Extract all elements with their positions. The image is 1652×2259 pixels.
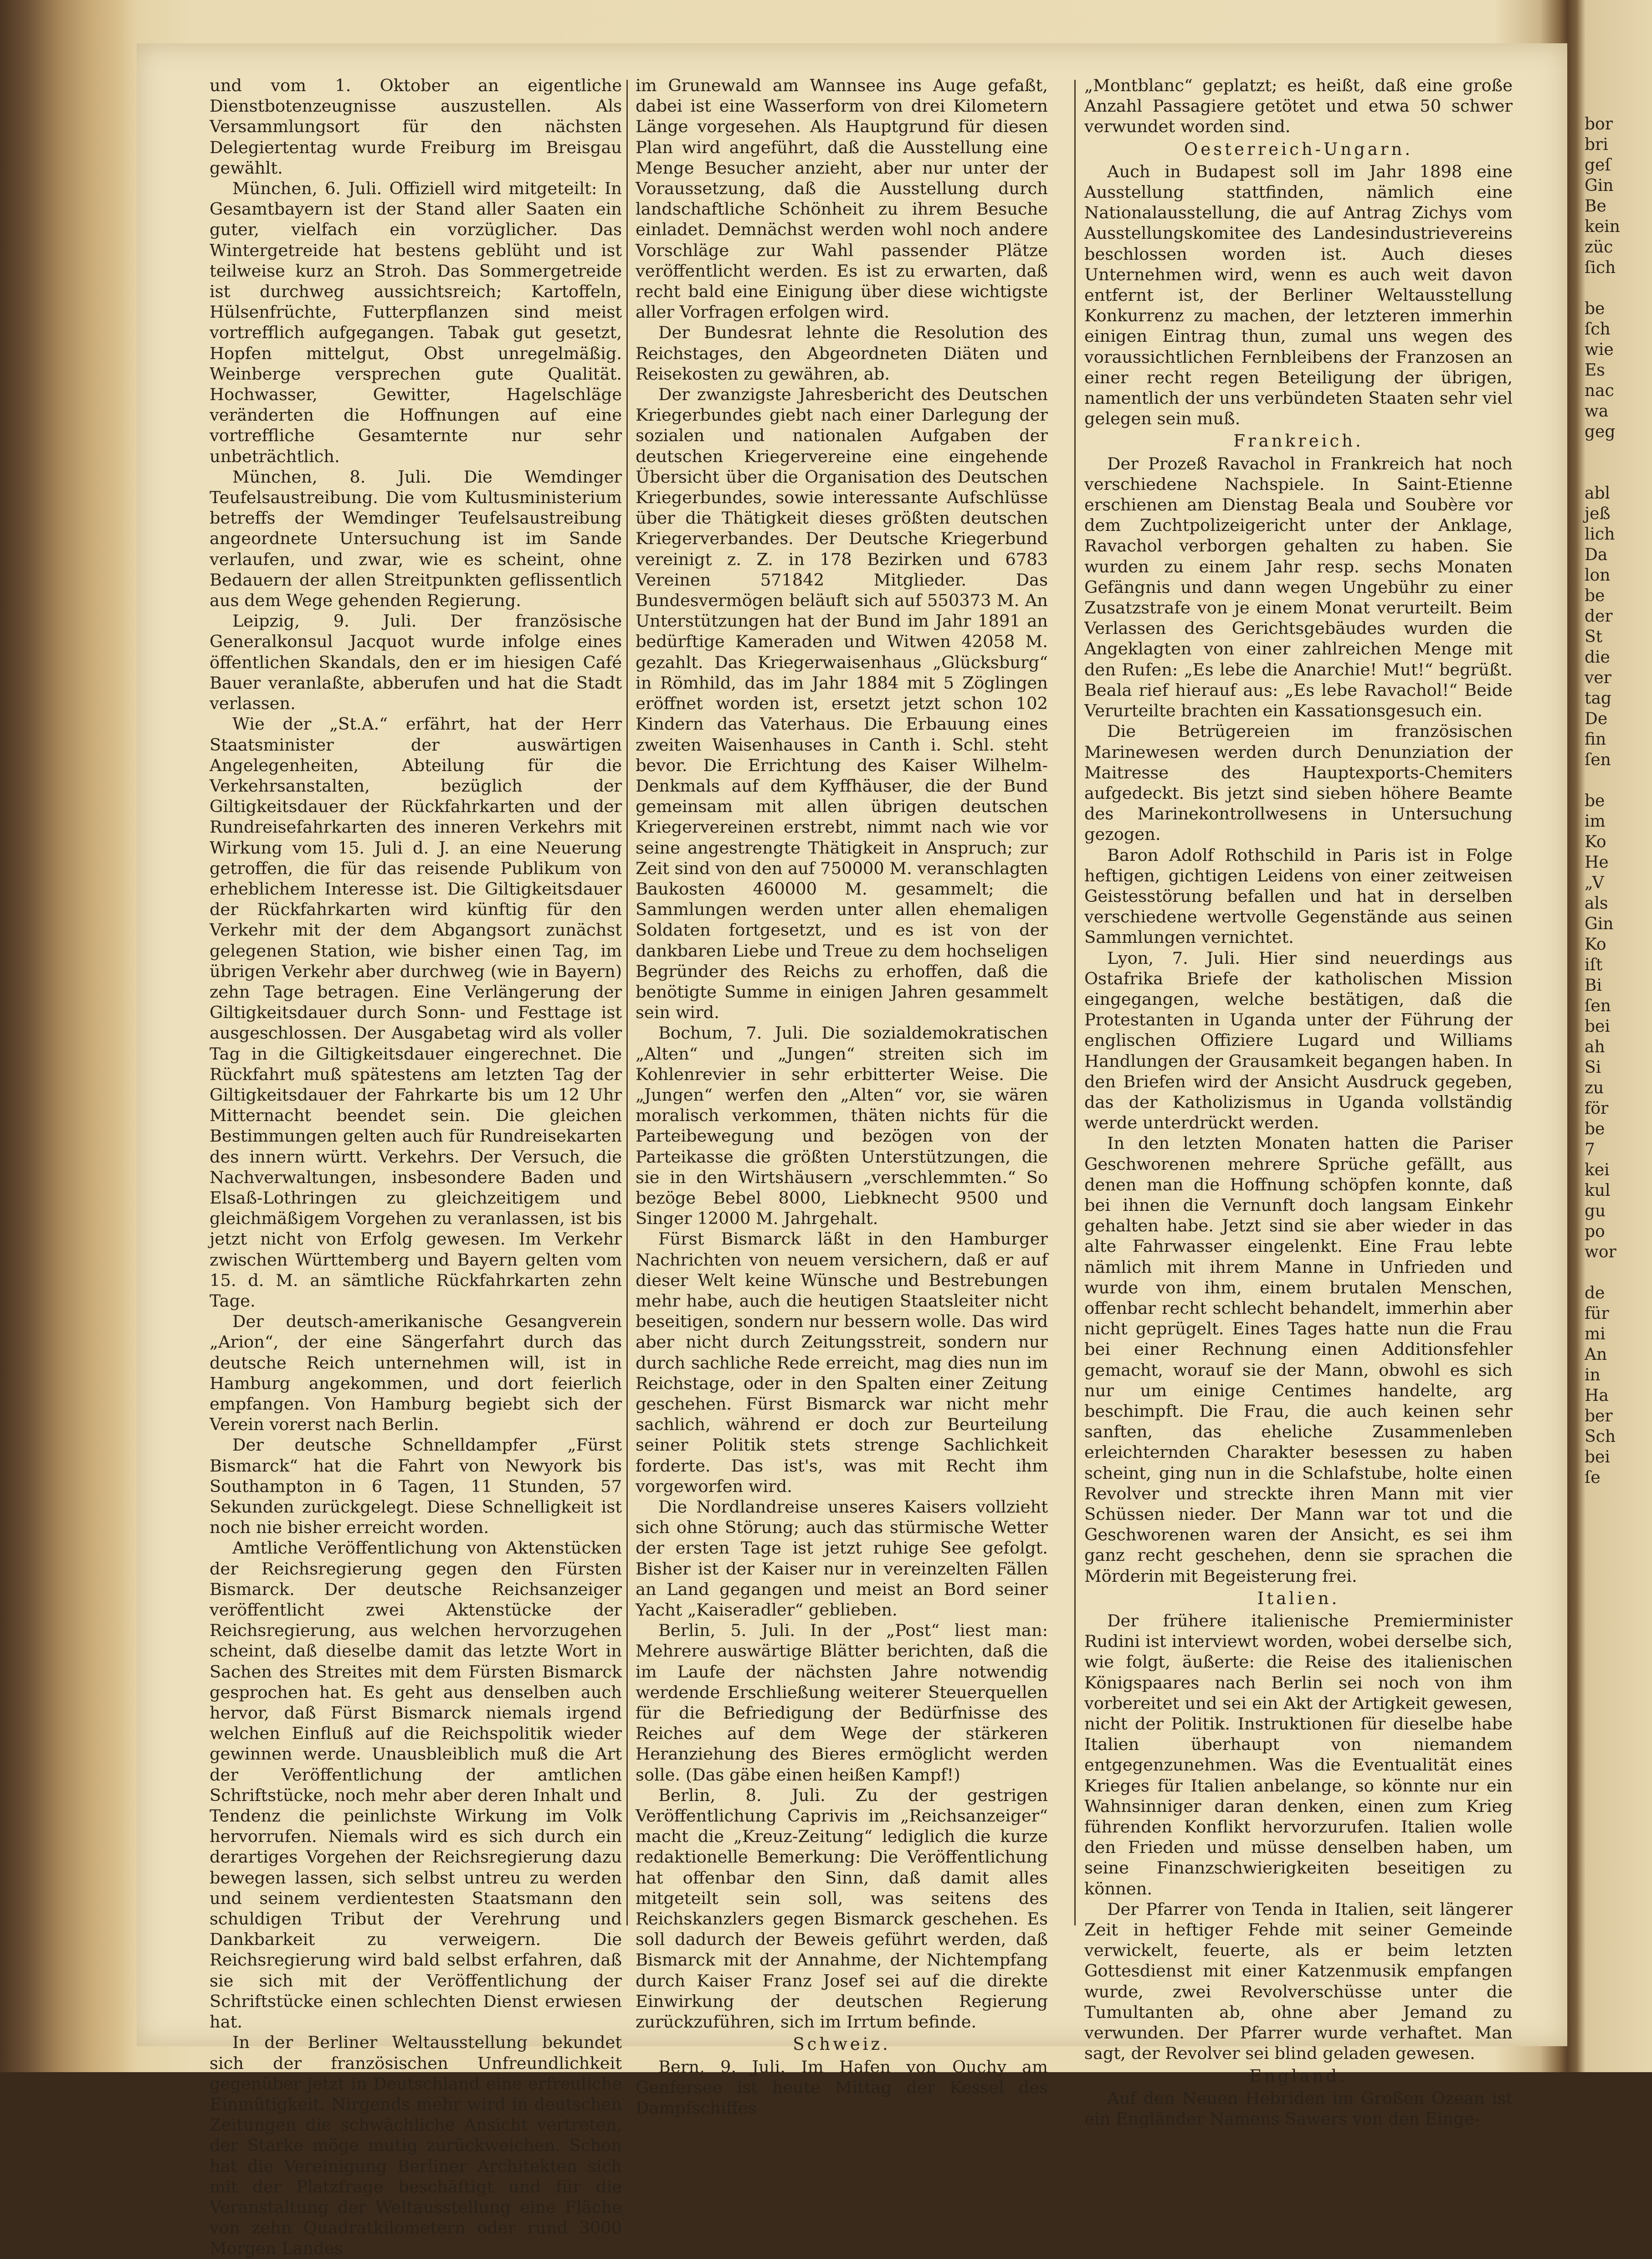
next-page-fragment: ſen	[1585, 751, 1611, 769]
next-page-fragment: be	[1585, 792, 1605, 810]
next-page-fragment	[1585, 442, 1652, 463]
next-page-edge	[1585, 114, 1652, 1937]
next-page-fragment: ſich	[1585, 258, 1616, 277]
next-page-fragment: St	[1585, 628, 1603, 646]
next-page-fragment: be	[1585, 1120, 1605, 1138]
text-column-2	[636, 75, 1048, 2118]
article-paragraph: München, 6. Juli. Offiziell wird mitgeteilt: In Gesamtbayern ist der Stand aller Saaten ein guter, vielfach ein vorzüglicher. Das Wintergetreide hat bestens geblüht und ist teilweise kurz an Stroh. Das Sommergetreide ist durchweg aussichtsreich; Kartoffeln, Hülsenfrüchte, Futterpflanzen sind meist vortrefflich aufgegangen. Tabak gut gesetzt, Hopfen mittelgut, Obst unregelmäßig. Weinberge versprechen gute Qualität. Hochwasser, Gewitter, Hagelschläge veränderten die Hoffnungen auf eine vortreffliche Gesamternte nur sehr unbeträchtlich.	[210, 179, 622, 466]
article-paragraph: und vom 1. Oktober an eigentliche Dienstbotenzeugnisse auszustellen. Als Versammlungsort für den nächsten Delegiertentag wurde Freiburg im Breisgau gewählt.	[210, 76, 622, 178]
article-paragraph: Der frühere italienische Premierminister Rudini ist interviewt worden, wobei derselbe sich, wie folgt, äußerte: die Reise des italienischen Königspaares nach Berlin sei noch von ihm vorbereitet und sei ein Akt der Artigkeit gewesen, nicht der Politik. Instruktionen für dieselbe habe Italien überhaupt von niemandem entgegenzunehmen. Was die Eventualität eines Krieges für Italien anbelange, so könnte nur ein Wahnsinniger daran denken, einen zum Krieg führenden Konflikt hervorzurufen. Italien wolle den Frieden und müsse denselben haben, um seine Finanzschwierigkeiten beseitigen zu können.	[1084, 1611, 1513, 1899]
article-paragraph: Bochum, 7. Juli. Die sozialdemokratischen „Alten“ und „Jungen“ streiten sich im Kohlenrevier in sehr erbitterter Weise. Die „Jungen“ werfen den „Alten“ vor, sie wären moralisch verkommen, thäten nichts für die Parteibewegung und bezögen von der Parteikasse die größten Unterstützungen, die sie in den Wirtshäusern „verschlemmten.“ So bezöge Bebel 8000, Liebknecht 9500 und Singer 12000 M. Jahrgehalt.	[636, 1023, 1048, 1229]
next-page-fragment	[1585, 463, 1652, 483]
article-paragraph: Berlin, 5. Juli. In der „Post“ liest man: Mehrere auswärtige Blätter berichten, daß die im Laufe der nächsten Jahre notwendig werdende Erschließung weiterer Steuerquellen für die Befriedigung der Bedürfnisse des Reiches auf dem Wege der stärkeren Heranziehung des Bieres ermöglicht werden solle. (Das gäbe einen heißen Kampf!)	[636, 1621, 1048, 1785]
next-page-fragment: in	[1585, 1366, 1601, 1384]
next-page-fragment: bei	[1585, 1448, 1610, 1467]
article-paragraph: In den letzten Monaten hatten die Pariser Geschworenen mehrere Sprüche gefällt, aus denen man die Hoffnung schöpfen konnte, daß bei ihnen die Vernunft doch langsam Einkehr gehalten habe. Jetzt sind sie aber wieder in das alte Fahrwasser eingelenkt. Eine Frau lebte nämlich mit ihrem Manne in Unfrieden und wurde von ihm, einem brutalen Menschen, offenbar recht schlecht behandelt, immerhin aber nicht geprügelt. Eines Tages hatte nun die Frau bei einer Rechnung einen Additionsfehler gemacht, worauf sie der Mann, obwohl es sich nur um einige Centimes handelte, arg beschimpft. Die Frau, die auch keinen sehr sanften, das eheliche Zusammenleben erleichternden Charakter besessen zu haben scheint, ging nun in die Schlafstube, holte einen Revolver und streckte ihren Mann mit vier Schüssen nieder. Der Mann war tot und die Geschworenen waren der Ansicht, es sei ihm ganz recht geschehen, denn sie sprachen die Mörderin mit Begeisterung frei.	[1084, 1133, 1513, 1586]
next-page-fragment: 7	[1585, 1140, 1595, 1159]
next-page-fragment: de	[1585, 1284, 1605, 1302]
next-page-fragment: wa	[1585, 402, 1609, 421]
next-page-fragment: be	[1585, 587, 1605, 605]
next-page-fragment: Da	[1585, 545, 1608, 564]
next-page-fragment: geſ	[1585, 156, 1611, 175]
article-paragraph: Bern, 9. Juli. Im Hafen von Ouchy am Genfersee ist heute Mittag der Kessel des Dampfschiffes	[636, 2057, 1048, 2118]
next-page-fragment: ſch	[1585, 320, 1611, 339]
next-page-fragment: bor	[1585, 115, 1613, 134]
next-page-fragment: geg	[1585, 422, 1616, 441]
next-page-fragment: Es	[1585, 361, 1605, 380]
article-paragraph: Berlin, 8. Juli. Zu der gestrigen Veröffentlichung Caprivis im „Reichsanzeiger“ macht die „Kreuz-Zeitung“ lediglich die kurze redaktionelle Bemerkung: Die Veröffentlichung hat offenbar den Sinn, daß damit alles mitgeteilt sein soll, was seitens des Reichskanzlers gegen Bismarck geschehen. Es soll dadurch der Beweis geführt werden, daß Bismarck mit der Annahme, der Nichtempfang durch Kaiser Franz Josef sei auf die direkte Einwirkung der deutschen Regierung zurückzuführen, sich im Irrtum befinde.	[636, 1785, 1048, 2032]
next-page-fragment: Bi	[1585, 976, 1602, 995]
article-paragraph: Auf den Neuen Hebriden im Großen Ozean ist ein Engländer Namens Sawers von den Einge-	[1084, 2088, 1513, 2129]
column-rule	[626, 80, 628, 1925]
next-page-fragment: ſe	[1585, 1468, 1601, 1487]
next-page-fragment: für	[1585, 1304, 1609, 1323]
next-page-fragment: iſt	[1585, 956, 1603, 974]
next-page-fragment: zu	[1585, 1079, 1604, 1097]
article-paragraph: Fürst Bismarck läßt in den Hamburger Nachrichten von neuem versichern, daß er auf dieser Welt keine Wünsche und Bestrebungen mehr habe, auch die heutigen Staatsleiter nicht beseitigen, sondern nur bessern wolle. Das wird aber nicht durch Zeitungsstreit, sondern nur durch sachliche Rede erreicht, mag dies nun im Reichstage, oder in den Spalten einer Zeitung geschehen. Fürst Bismarck war nicht mehr sachlich, während er doch zur Beurteilung seiner Politik stets strenge Sachlichkeit forderte. Das ist's, was mit Recht ihm vorgeworfen wird.	[636, 1229, 1048, 1496]
next-page-fragment: als	[1585, 894, 1608, 913]
next-page-fragment: De	[1585, 710, 1608, 728]
next-page-fragment: lich	[1585, 525, 1615, 544]
section-heading: Oesterreich-Ungarn.	[1184, 139, 1413, 159]
next-page-fragment	[1585, 1262, 1652, 1283]
next-page-fragment: kei	[1585, 1161, 1610, 1179]
next-page-fragment: wie	[1585, 340, 1614, 359]
next-page-fragment: He	[1585, 853, 1609, 872]
next-page-fragment: der	[1585, 607, 1613, 626]
next-page-fragment: wor	[1585, 1243, 1616, 1261]
next-page-fragment: bri	[1585, 135, 1608, 154]
next-page-fragment: nac	[1585, 381, 1614, 400]
next-page-fragment: gu	[1585, 1202, 1606, 1220]
article-paragraph: „Montblanc“ geplatzt; es heißt, daß eine große Anzahl Passagiere getötet und etwa 50 schwer verwundet worden sind.	[1084, 76, 1513, 137]
article-paragraph: Der deutsch-amerikanische Gesangverein „Arion“, der eine Sängerfahrt durch das deutsche Reich unternehmen will, ist in Hamburg angekommen, und dort feierlich empfangen. Von Hamburg begiebt sich der Verein vorerst nach Berlin.	[210, 1312, 622, 1435]
next-page-fragment: mi	[1585, 1325, 1606, 1343]
article-paragraph: Der Bundesrat lehnte die Resolution des Reichstages, den Abgeordneten Diäten und Reisekosten zu gewähren, ab.	[636, 323, 1048, 384]
article-paragraph: Der Prozeß Ravachol in Frankreich hat noch verschiedene Nachspiele. In Saint-Etienne erschienen am Dienstag Beala und Soubère vor dem Zuchtpolizeigericht unter der Anklage, Ravachol verborgen gehalten zu haben. Sie wurden zu einem Jahr resp. sechs Monaten Gefängnis und dann wegen Ungebühr zu einer Zusatzstrafe von je einem Monat verurteilt. Beim Verlassen des Gerichtsgebäudes wurden die Angeklagten von einer zahlreichen Menge mit den Rufen: „Es lebe die Anarchie! Mut!“ begrüßt. Beala rief hierauf aus: „Es lebe Ravachol!“ Beide Verurteilte brachten ein Kassationsgesuch ein.	[1084, 453, 1513, 721]
next-page-fragment: Si	[1585, 1058, 1601, 1077]
next-page-fragment: Ko	[1585, 833, 1606, 851]
next-page-fragment	[1585, 278, 1652, 298]
section-heading: Frankreich.	[1233, 431, 1364, 451]
next-page-fragment: ah	[1585, 1038, 1605, 1056]
next-page-fragment: Ha	[1585, 1386, 1609, 1405]
article-paragraph: Der zwanzigste Jahresbericht des Deutschen Kriegerbundes giebt nach einer Darlegung der sozialen und nationalen Aufgaben der deutschen Kriegervereine eine eingehende Übersicht über die Organisation des Deutschen Kriegerbundes, sowie interessante Aufschlüsse über die Thätigkeit dieses größten deutschen Kriegerverbandes. Der Deutsche Kriegerbund vereinigt z. Z. in 178 Bezirken und 6783 Vereinen 571842 Mitglieder. Das Bundesvermögen beläuft sich auf 550373 M. An Unterstützungen hat der Bund im Jahr 1891 an bedürftige Kameraden und Witwen 42058 M. gezahlt. Das Kriegerwaisenhaus „Glücksburg“ in Römhild, das im Jahr 1884 mit 5 Zöglingen eröffnet worden ist, ersetzt jetzt schon 102 Kindern das Vaterhaus. Die Erbauung eines zweiten Waisenhauses in Canth i. Schl. steht bevor. Die Errichtung des Kaiser Wilhelm-Denkmals auf dem Kyffhäuser, die der Bund gemeinsam mit allen übrigen deutschen Kriegervereinen erstrebt, nimmt nach wie vor seine angestrengte Thätigkeit in Anspruch; zur Zeit sind von den auf 750000 M. veranschlagten Baukosten 460000 M. gesammelt; die Sammlungen werden unter allen ehemaligen Soldaten fortgesetzt, und es ist von der dankbaren Liebe und Treue zu dem hochseligen Begründer des Reichs zu erhoffen, daß die benötigte Summe in einigen Jahren gesammelt sein wird.	[636, 385, 1048, 1023]
article-paragraph: München, 8. Juli. Die Wemdinger Teufelsaustreibung. Die vom Kultusministerium betreffs der Wemdinger Teufelsaustreibung angeordnete Untersuchung ist im Sande verlaufen, und zwar, wie es scheint, ohne Bedauern der allen Streitpunkten geflissentlich aus dem Wege gehenden Regierung.	[210, 467, 622, 611]
next-page-fragment: kul	[1585, 1181, 1611, 1200]
article-paragraph: Baron Adolf Rothschild in Paris ist in Folge heftigen, gichtigen Leidens von einer zeitweisen Geistesstörung befallen und hat in derselben verschiedene wertvolle Gegenstände aus seinen Sammlungen vernichtet.	[1084, 845, 1513, 947]
article-paragraph: Der deutsche Schnelldampfer „Fürst Bismarck“ hat die Fahrt von Newyork bis Southampton in 6 Tagen, 11 Stunden, 57 Sekunden zurückgelegt. Diese Schnelligkeit ist noch nie bisher erreicht worden.	[210, 1435, 622, 1538]
text-column-3	[1084, 75, 1513, 2129]
article-paragraph: Die Nordlandreise unseres Kaisers vollzieht sich ohne Störung; auch das stürmische Wetter der ersten Tage ist jetzt ruhige See gefolgt. Bisher ist der Kaiser nur in vereinzelten Fällen an Land gegangen und meist an Bord seiner Yacht „Kaiseradler“ geblieben.	[636, 1497, 1048, 1620]
next-page-fragment: kein	[1585, 217, 1620, 236]
next-page-fragment: fin	[1585, 730, 1606, 749]
next-page-fragment: Ko	[1585, 935, 1606, 954]
next-page-fragment: för	[1585, 1099, 1609, 1118]
next-page-fragment: züc	[1585, 238, 1613, 257]
text-column-1	[210, 75, 622, 2259]
next-page-fragment	[1585, 770, 1652, 791]
next-page-fragment: ver	[1585, 669, 1611, 687]
next-page-fragment: An	[1585, 1345, 1607, 1364]
next-page-fragment: ber	[1585, 1407, 1613, 1425]
article-paragraph: In der Berliner Weltausstellung bekundet sich der französischen Unfreundlichkeit gegenüber jetzt in Deutschland eine erfreuliche Einmütigkeit. Nirgends mehr wird in deutschen Zeitungen die schwächliche Ansicht vertreten, der Starke möge mutig zurückweichen. Schon hat die Vereinigung Berliner Architekten sich mit der Platzfrage beschäftigt und für die Veranstaltung der Weltausstellung eine Fläche von zehn Quadratkilometern oder rund 3000 Morgen Landes	[210, 2033, 622, 2259]
article-paragraph: Die Betrügereien im französischen Marinewesen werden durch Denunziation der Maitresse des Hauptexports-Chemiters aufgedeckt. Bis jetzt sind sieben höhere Beamte des Marinekontrollwesens in Untersuchung gezogen.	[1084, 721, 1513, 844]
next-page-fragment: Gin	[1585, 176, 1614, 195]
next-page-fragment: abl	[1585, 484, 1611, 503]
article-paragraph: Leipzig, 9. Juli. Der französische Generalkonsul Jacquot wurde infolge eines öffentlichen Skandals, den er im hiesigen Café Bauer veranlaßte, abberufen und hat die Stadt verlassen.	[210, 611, 622, 714]
column-rule	[1074, 80, 1076, 1925]
next-page-fragment: Sch	[1585, 1427, 1616, 1446]
article-paragraph: im Grunewald am Wannsee ins Auge gefaßt, dabei ist eine Wasserform von drei Kilometern Länge vorgesehen. Als Hauptgrund für diesen Plan wird angeführt, daß die Ausstellung eine Menge Besucher anzieht, aber nur unter der Voraussetzung, daß die Ausstellung durch landschaftliche Schönheit zu ihrem Besuche einladet. Demnächst werden wohl noch andere Vorschläge zur Wahl passender Plätze veröffentlicht werden. Es ist zu erwarten, daß recht bald eine Einigung über diese wichtigste aller Vorfragen erfolgen wird.	[636, 76, 1048, 322]
article-paragraph: Der Pfarrer von Tenda in Italien, seit längerer Zeit in heftiger Fehde mit seiner Gemeinde verwickelt, feuerte, als er beim letzten Gottesdienst mit einer Katzenmusik empfangen wurde, zwei Revolverschüsse unter die Tumultanten ab, ohne aber Jemand zu verwunden. Der Pfarrer wurde verhaftet. Man sagt, der Revolver sei blind geladen gewesen.	[1084, 1899, 1513, 2063]
next-page-fragment: ſen	[1585, 997, 1611, 1015]
article-paragraph: Amtliche Veröffentlichung von Aktenstücken der Reichsregierung gegen den Fürsten Bismarck. Der deutsche Reichsanzeiger veröffentlicht zwei Aktenstücke der Reichsregierung, aus welchen hervorzugehen scheint, daß dieselbe damit das letzte Wort in Sachen des Streites mit dem Fürsten Bismarck gesprochen hat. Es geht aus denselben auch hervor, daß Fürst Bismarck niemals irgend welchen Einfluß auf die Reichspolitik wieder gewinnen werde. Unausbleiblich muß die Art der Veröffentlichung der amtlichen Schriftstücke, noch mehr aber deren Inhalt und Tendenz die peinlichste Wirkung im Volk hervorrufen. Niemals wird es sich durch ein derartiges Vorgehen der Reichsregierung dazu bewegen lassen, sich selbst untreu zu werden und seinem verdientesten Staatsmann den schuldigen Tribut der Verehrung und Dankbarkeit zu verweigern. Die Reichsregierung wird bald selbst erfahren, daß sie sich mit der Veröffentlichung der Schriftstücke einen schlechten Dienst erwiesen hat.	[210, 1538, 622, 2032]
section-heading: Schweiz.	[793, 2034, 891, 2054]
article-paragraph: Auch in Budapest soll im Jahr 1898 eine Ausstellung stattfinden, nämlich eine Nationalausstellung, die auf Antrag Zichys vom Ausstellungskomitee des Landesindustrievereins beschlossen worden ist. Auch dieses Unternehmen wird, wenn es auch weit davon entfernt ist, der Berliner Weltausstellung Konkurrenz zu machen, der letzteren immerhin einigen Eintrag thun, zumal uns wegen des voraussichtlichen Fernbleibens der Franzosen an einer recht regen Beteiligung der übrigen, namentlich der uns verbündeten Staaten sehr viel gelegen sein muß.	[1084, 161, 1513, 429]
next-page-fragment: Gin	[1585, 915, 1614, 933]
article-paragraph: Wie der „St.A.“ erfährt, hat der Herr Staatsminister der auswärtigen Angelegenheiten, Abteilung für die Verkehrsanstalten, bezüglich der Giltigkeitsdauer der Rückfahrkarten und der Rundreisefahrkarten des inneren Verkehrs mit Wirkung vom 15. Juli d. J. an eine Neuerung getroffen, die für das reisende Publikum von erheblichem Interesse ist. Die Giltigkeitsdauer der Rückfahrkarten wird künftig für den Verkehr mit der dem Abgangsort zunächst gelegenen Station, wie bisher einen Tag, im übrigen Verkehr aber durchweg (wie in Bayern) zehn Tage betragen. Eine Verlängerung der Giltigkeitsdauer durch Sonn- und Festtage ist ausgeschlossen. Der Ausgabetag wird als voller Tag in die Giltigkeitsdauer eingerechnet. Die Rückfahrt muß spätestens am letzten Tag der Giltigkeitsdauer der Fahrkarte bis um 12 Uhr Mitternacht beendet sein. Die gleichen Bestimmungen gelten auch für Rundreisekarten des innern württ. Verkehrs. Der Versuch, die Nachverwaltungen, insbesondere Baden und Elsaß-Lothringen zu gleichzeitigem und gleichmäßigem Vorgehen zu veranlassen, ist bis jetzt nicht von Erfolg gewesen. Im Verkehr zwischen Württemberg und Bayern gelten vom 15. d. M. an sämtliche Rückfahrkarten zehn Tage.	[210, 714, 622, 1311]
next-page-fragment: „V	[1585, 874, 1604, 892]
next-page-fragment: bei	[1585, 1017, 1610, 1036]
next-page-fragment: tag	[1585, 689, 1611, 708]
next-page-fragment: be	[1585, 299, 1605, 318]
section-heading: Italien.	[1257, 1588, 1340, 1608]
next-page-fragment: die	[1585, 648, 1610, 667]
next-page-fragment: jeß	[1585, 504, 1611, 523]
section-heading: England.	[1249, 2066, 1348, 2086]
article-paragraph: Lyon, 7. Juli. Hier sind neuerdings aus Ostafrika Briefe der katholischen Mission eingegangen, welche bestätigen, daß die Protestanten in Uganda unter der Führung der englischen Offiziere Lugard und Williams Handlungen der Grausamkeit begangen haben. In den Briefen wird der Ansicht Ausdruck gegeben, das der Katholizismus in Uganda vollständig werde unterdrückt werden.	[1084, 948, 1513, 1133]
next-page-fragment: Be	[1585, 197, 1606, 216]
next-page-fragment: po	[1585, 1222, 1605, 1241]
next-page-fragment: lon	[1585, 566, 1611, 585]
next-page-fragment: im	[1585, 812, 1606, 831]
